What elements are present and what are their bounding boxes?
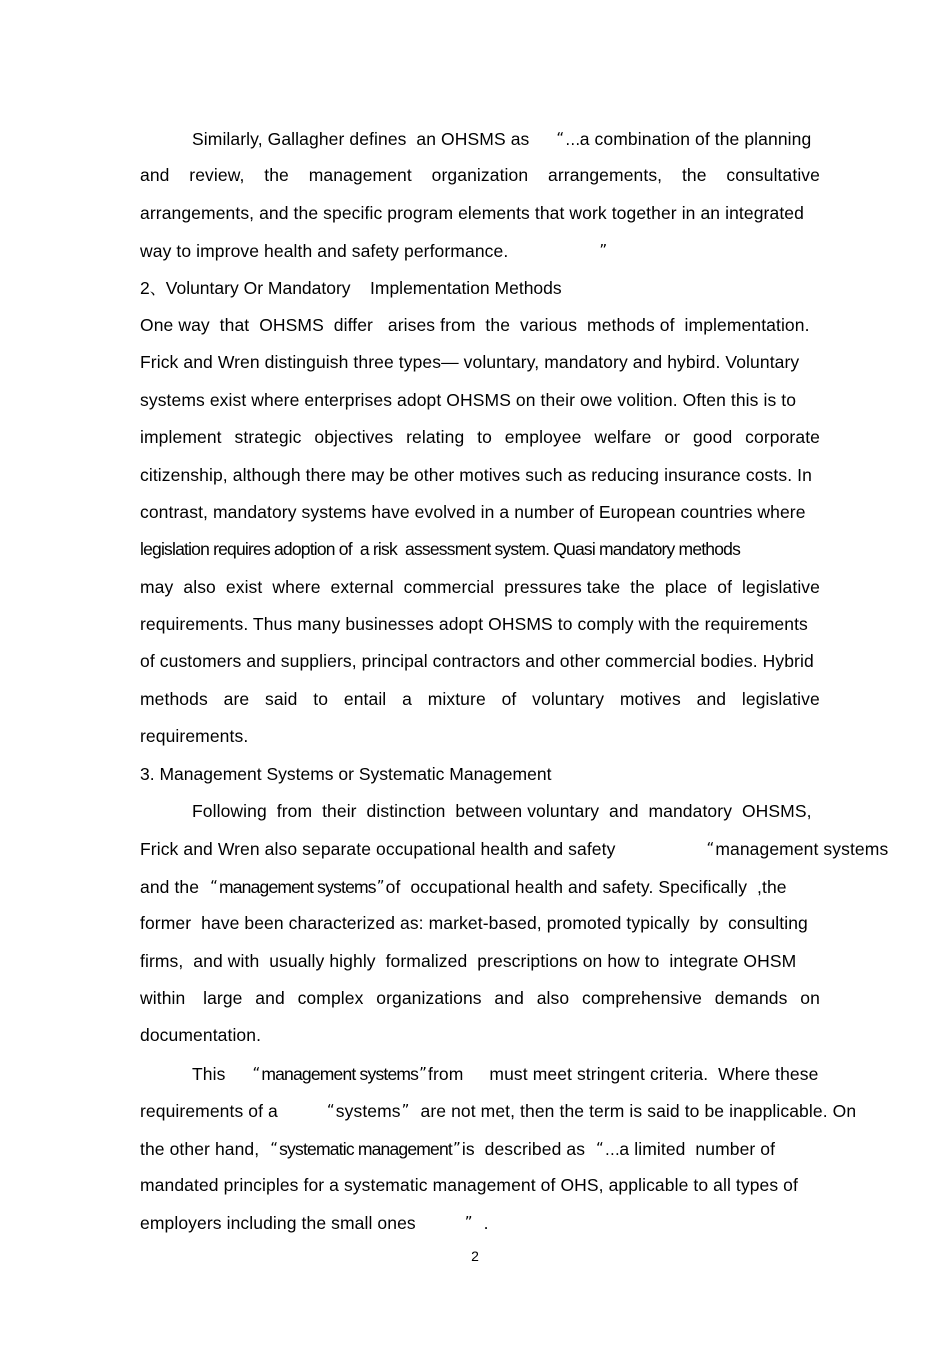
word: management xyxy=(308,165,412,186)
open-quote-2: “ xyxy=(596,1138,604,1157)
text-line: documentation. xyxy=(140,1025,262,1046)
line-text-cont: management systems xyxy=(715,839,889,860)
text-line xyxy=(140,868,820,905)
word: also xyxy=(183,576,216,597)
text-line xyxy=(140,1130,820,1167)
word: objectives xyxy=(314,427,394,448)
word: organization xyxy=(431,165,529,186)
text-line xyxy=(140,1055,820,1092)
word: comprehensive xyxy=(582,987,702,1008)
heading-text: Voluntary Or Mandatory Implementation Methods xyxy=(165,277,562,298)
text-line-justified xyxy=(140,419,820,456)
line-text-cont: is described as xyxy=(461,1138,586,1159)
word: organizations xyxy=(376,987,482,1008)
word: exist xyxy=(225,576,263,597)
text-line: requirements. Thus many businesses adopt OHSMS to comply with the requirements xyxy=(140,614,808,635)
line-text: This xyxy=(192,1063,226,1084)
text-line xyxy=(140,793,820,830)
line-text: Following from their distinction between voluntary and mandatory OHSMS, xyxy=(192,801,812,822)
line-text-cont2: must meet stringent criteria. Where these xyxy=(489,1063,819,1084)
text-line-justified xyxy=(140,980,820,1017)
text-line: mandated principles for a systematic management of OHS, applicable to all types of xyxy=(140,1174,798,1195)
text-line: legislation requires adoption of a risk assessment system. Quasi mandatory methods xyxy=(140,539,741,560)
word: place xyxy=(664,576,708,597)
word: voluntary xyxy=(532,688,605,709)
text-line: contrast, mandatory systems have evolved in a number of European countries where xyxy=(140,501,806,522)
heading-number: 2 xyxy=(140,277,150,298)
quoted-term: management systems xyxy=(261,1063,419,1084)
word: complex xyxy=(297,987,364,1008)
line-text-cont: of occupational health and safety. Specifically ,the xyxy=(385,876,787,897)
word: consultative xyxy=(726,165,820,186)
word: where xyxy=(272,576,321,597)
text-line: arrangements, and the specific program elements that work together in an integrated xyxy=(140,202,804,223)
open-quote: “ xyxy=(556,129,565,147)
word: good xyxy=(692,427,733,448)
word: and xyxy=(696,688,727,709)
text-line: firms, and with usually highly formalized prescriptions on how to integrate OHSM xyxy=(140,950,797,971)
enumeration-mark: 、 xyxy=(149,278,166,298)
section-heading-2 xyxy=(140,270,820,307)
word: entail xyxy=(343,688,387,709)
word: and xyxy=(494,987,524,1008)
word: demands xyxy=(714,987,788,1008)
word: commercial xyxy=(403,576,495,597)
open-quote: “ xyxy=(210,876,218,895)
word: to xyxy=(313,688,329,709)
text-line: citizenship, although there may be other motives such as reducing insurance costs. In xyxy=(140,464,812,485)
line-text: requirements of a xyxy=(140,1101,278,1122)
section-heading-3: 3. Management Systems or Systematic Management xyxy=(140,763,552,784)
word: motives xyxy=(619,688,681,709)
text-line: Frick and Wren distinguish three types— voluntary, mandatory and hybird. Voluntary xyxy=(140,352,800,373)
open-quote: “ xyxy=(270,1138,279,1157)
close-quote: ” xyxy=(376,876,385,895)
close-quote: ” xyxy=(599,241,608,260)
close-quote: ” xyxy=(452,1138,461,1157)
word: employee xyxy=(504,427,582,448)
close-quote: ” xyxy=(464,1213,473,1232)
text-line: former have been characterized as: market-based, promoted typically by consulting xyxy=(140,913,808,934)
word: said xyxy=(264,688,298,709)
text-line xyxy=(140,1204,820,1241)
text-line-justified xyxy=(140,157,820,194)
text-line: One way that OHSMS differ arises from the various methods of implementation. xyxy=(140,314,810,335)
text-line xyxy=(140,120,820,157)
word: welfare xyxy=(594,427,652,448)
word: review, xyxy=(189,165,245,186)
word: the xyxy=(264,165,289,186)
ellipsis: … xyxy=(565,131,580,149)
text-line-justified xyxy=(140,569,820,606)
word: on xyxy=(800,987,820,1008)
word: legislative xyxy=(742,576,820,597)
line-text: Frick and Wren also separate occupational health and safety xyxy=(140,839,616,860)
line-text-cont: are not met, then the term is said to be inapplicable. On xyxy=(420,1101,857,1122)
line-text: way to improve health and safety performance. xyxy=(140,241,509,262)
word: and xyxy=(140,165,170,186)
word: large xyxy=(198,987,243,1008)
word: mixture xyxy=(427,688,486,709)
word: methods xyxy=(140,688,208,709)
text-line-justified xyxy=(140,681,820,718)
word: of xyxy=(717,576,733,597)
quoted-term: management systems xyxy=(218,876,376,897)
text-line: of customers and suppliers, principal contractors and other commercial bodies. Hybrid xyxy=(140,651,814,672)
word: of xyxy=(501,688,517,709)
close-quote: ” xyxy=(401,1101,410,1120)
text-line xyxy=(140,1092,857,1129)
line-text-cont: . xyxy=(483,1213,489,1234)
page-number: 2 xyxy=(471,1248,479,1264)
word: relating xyxy=(406,427,465,448)
quoted-term: systematic management xyxy=(279,1138,452,1159)
line-text-cont: from xyxy=(428,1063,464,1084)
word: within xyxy=(140,987,186,1008)
line-text-cont2: a limited number of xyxy=(619,1138,776,1159)
open-quote: “ xyxy=(326,1101,335,1120)
word: are xyxy=(223,688,250,709)
word: legislative xyxy=(741,688,820,709)
word: pressures take xyxy=(504,576,621,597)
word: also xyxy=(536,987,570,1008)
text-line xyxy=(140,232,820,269)
open-quote: “ xyxy=(252,1063,261,1082)
word: strategic xyxy=(234,427,302,448)
word: implement xyxy=(140,427,222,448)
word: corporate xyxy=(745,427,820,448)
text-line: requirements. xyxy=(140,726,249,747)
ellipsis: … xyxy=(604,1140,620,1159)
word: to xyxy=(477,427,492,448)
text-line: systems exist where enterprises adopt OHSMS on their owe volition. Often this is to xyxy=(140,389,797,410)
close-quote: ” xyxy=(419,1063,427,1082)
document-text-body xyxy=(140,120,889,1242)
line-text: and the xyxy=(140,876,200,897)
word: the xyxy=(681,165,707,186)
open-quote: “ xyxy=(706,839,715,858)
line-text: employers including the small ones xyxy=(140,1213,416,1234)
word: external xyxy=(330,576,394,597)
line-text: the other hand, xyxy=(140,1138,260,1159)
text-line-overflow xyxy=(140,830,950,867)
word: or xyxy=(664,427,681,448)
line-text-cont: a combination of the planning xyxy=(579,129,812,149)
word: arrangements, xyxy=(548,165,663,186)
word: may xyxy=(140,576,174,597)
word: a xyxy=(402,688,412,709)
quoted-term: systems xyxy=(335,1101,401,1122)
line-text: Similarly, Gallagher defines an OHSMS as xyxy=(192,129,530,149)
word: the xyxy=(630,576,655,597)
word: and xyxy=(255,987,285,1008)
